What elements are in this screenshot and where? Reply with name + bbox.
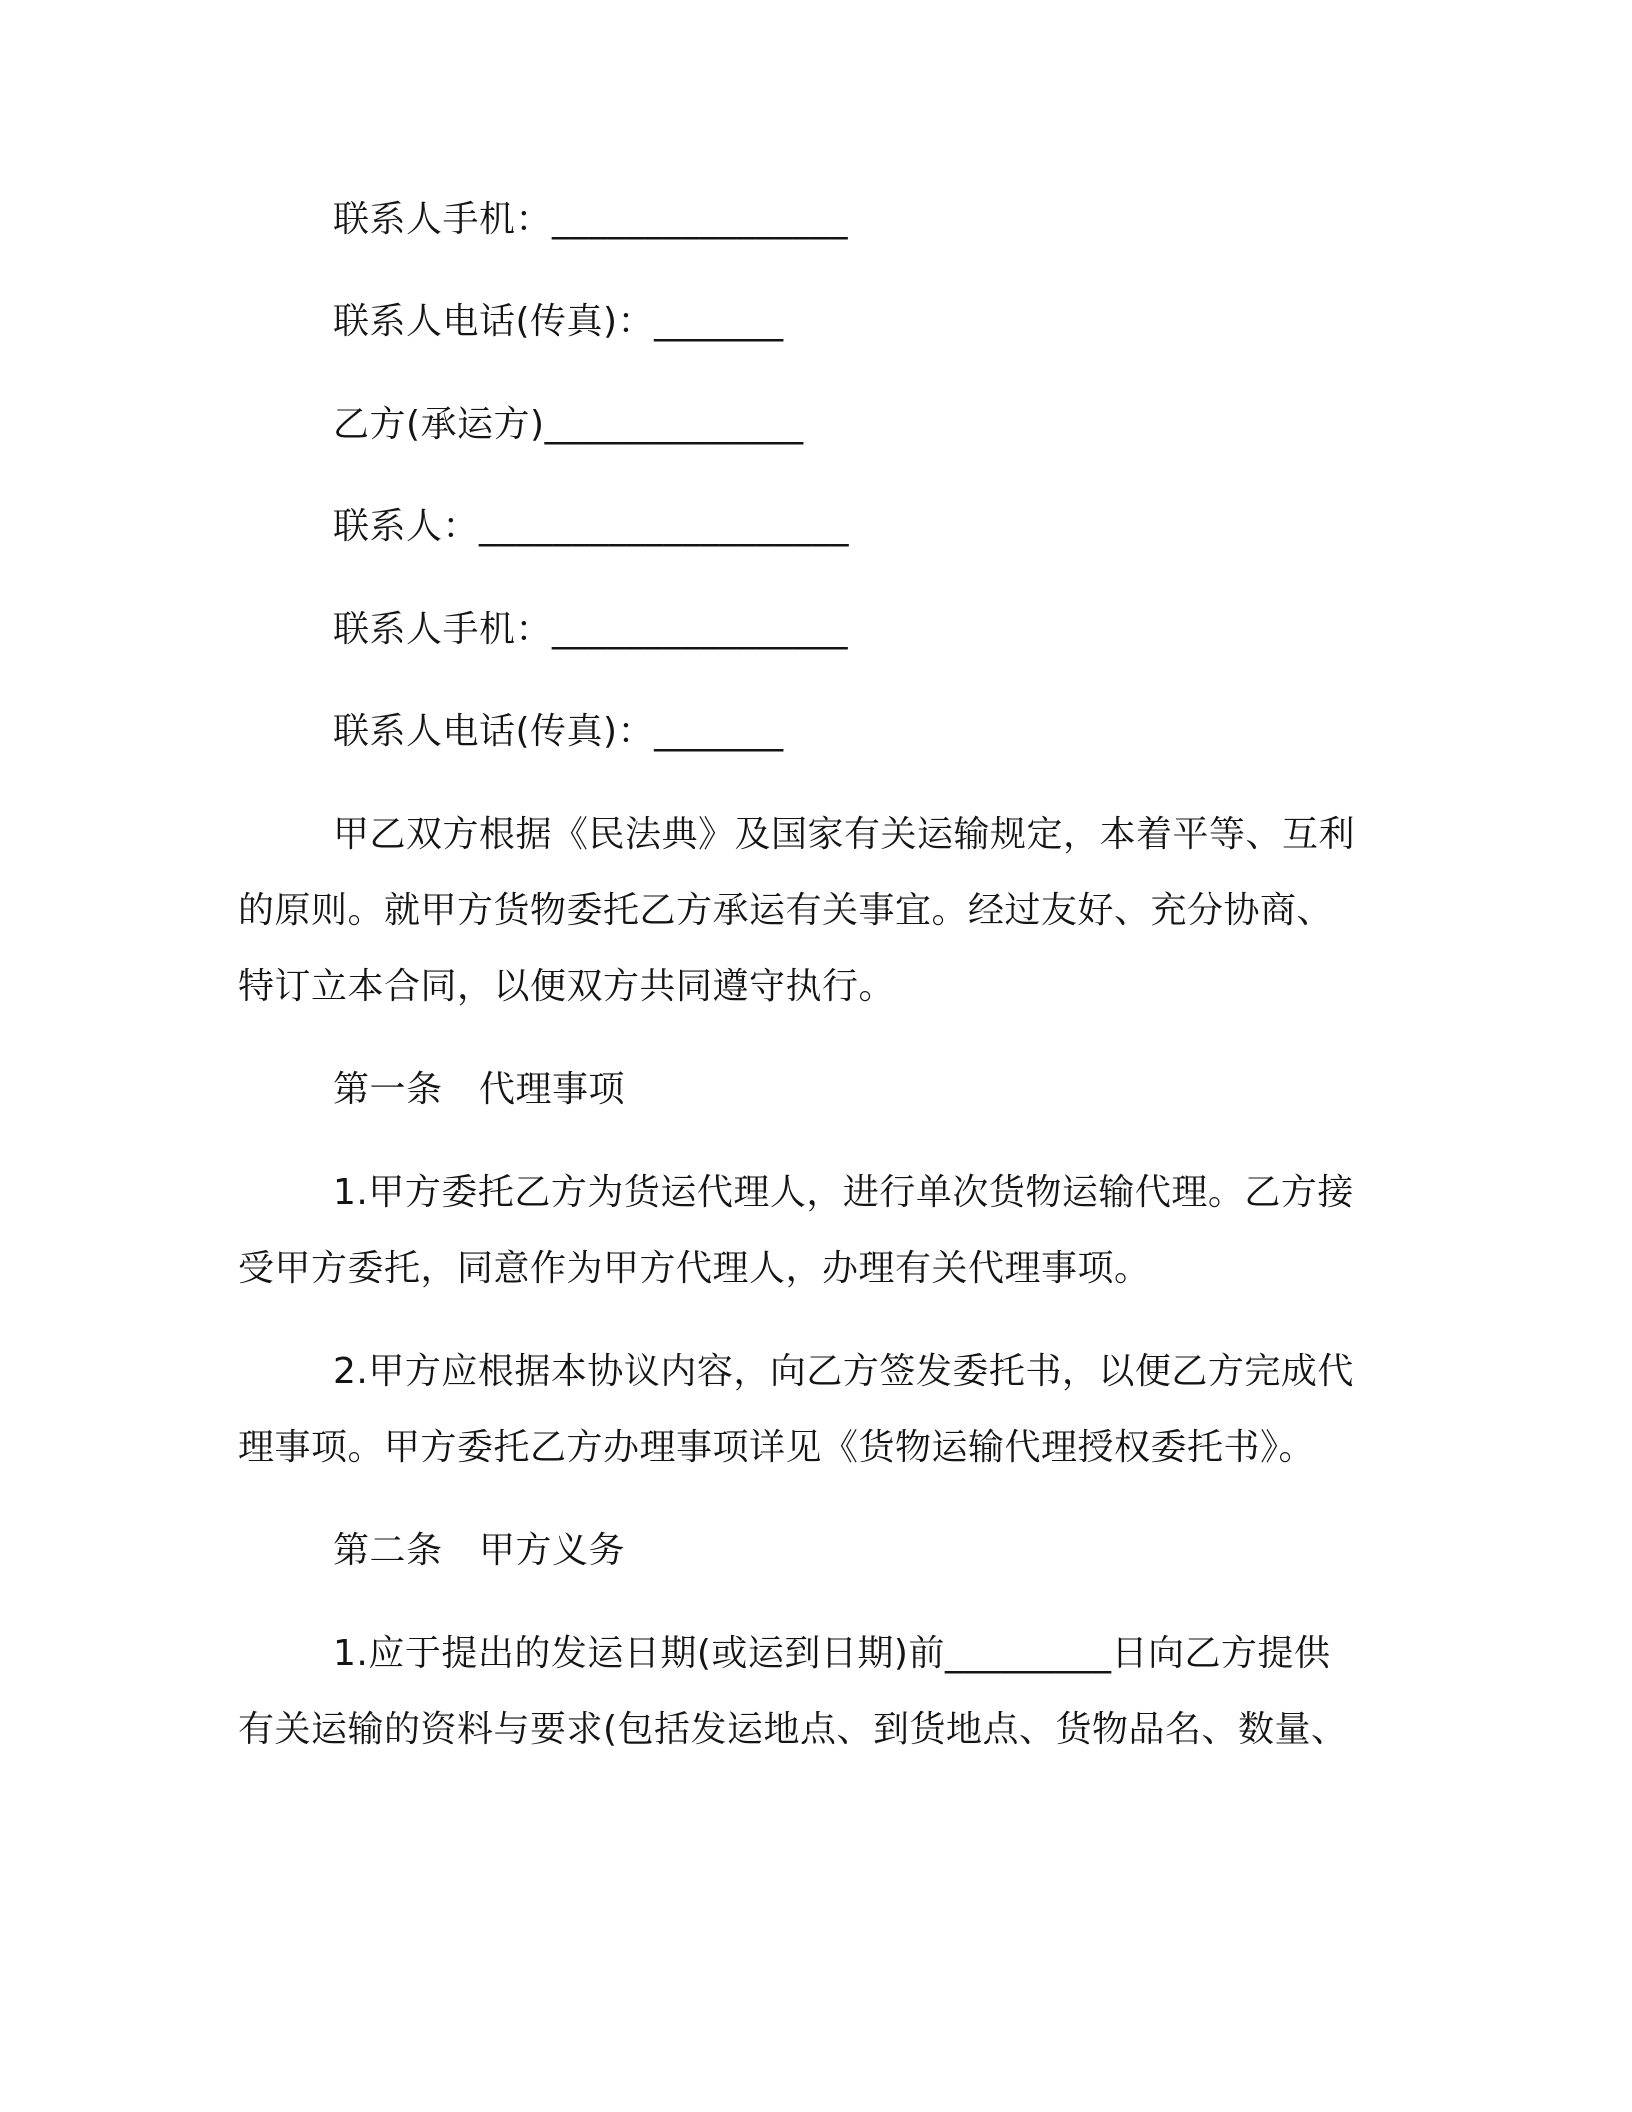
contact-phone-fax-field: 联系人电话(传真)：_______ (333, 301, 784, 342)
article-2-item-1-line-2: 有关运输的资料与要求(包括发运地点、到货地点、货物品名、数量、 (238, 1709, 1348, 1750)
party-b-contact-field: 联系人：____________________ (333, 506, 850, 547)
article-2-item-1-line-1: 1.应于提出的发运日期(或运到日期)前_________日向乙方提供 (333, 1633, 1331, 1674)
preamble-line-1: 甲乙双方根据《民法典》及国家有关运输规定，本着平等、互利 (333, 814, 1356, 855)
contact-mobile-field: 联系人手机：________________ (333, 199, 849, 240)
party-b-phone-fax-field: 联系人电话(传真)：_______ (333, 711, 784, 752)
party-b-mobile-field: 联系人手机：________________ (333, 609, 849, 650)
preamble-line-3: 特订立本合同，以便双方共同遵守执行。 (238, 966, 896, 1007)
party-b-label: 乙方(承运方)______________ (333, 404, 804, 445)
article-1-heading: 第一条 代理事项 (333, 1069, 626, 1110)
article-1-item-1-line-1: 1.甲方委托乙方为货运代理人，进行单次货物运输代理。乙方接 (333, 1172, 1354, 1213)
article-1-item-2-line-2: 理事项。甲方委托乙方办理事项详见《货物运输代理授权委托书》。 (238, 1427, 1316, 1468)
article-1-item-2-line-1: 2.甲方应根据本协议内容，向乙方签发委托书，以便乙方完成代 (333, 1351, 1354, 1392)
article-2-heading: 第二条 甲方义务 (333, 1530, 626, 1571)
article-1-item-1-line-2: 受甲方委托，同意作为甲方代理人，办理有关代理事项。 (238, 1248, 1151, 1289)
preamble-line-2: 的原则。就甲方货物委托乙方承运有关事宜。经过友好、充分协商、 (238, 890, 1334, 931)
